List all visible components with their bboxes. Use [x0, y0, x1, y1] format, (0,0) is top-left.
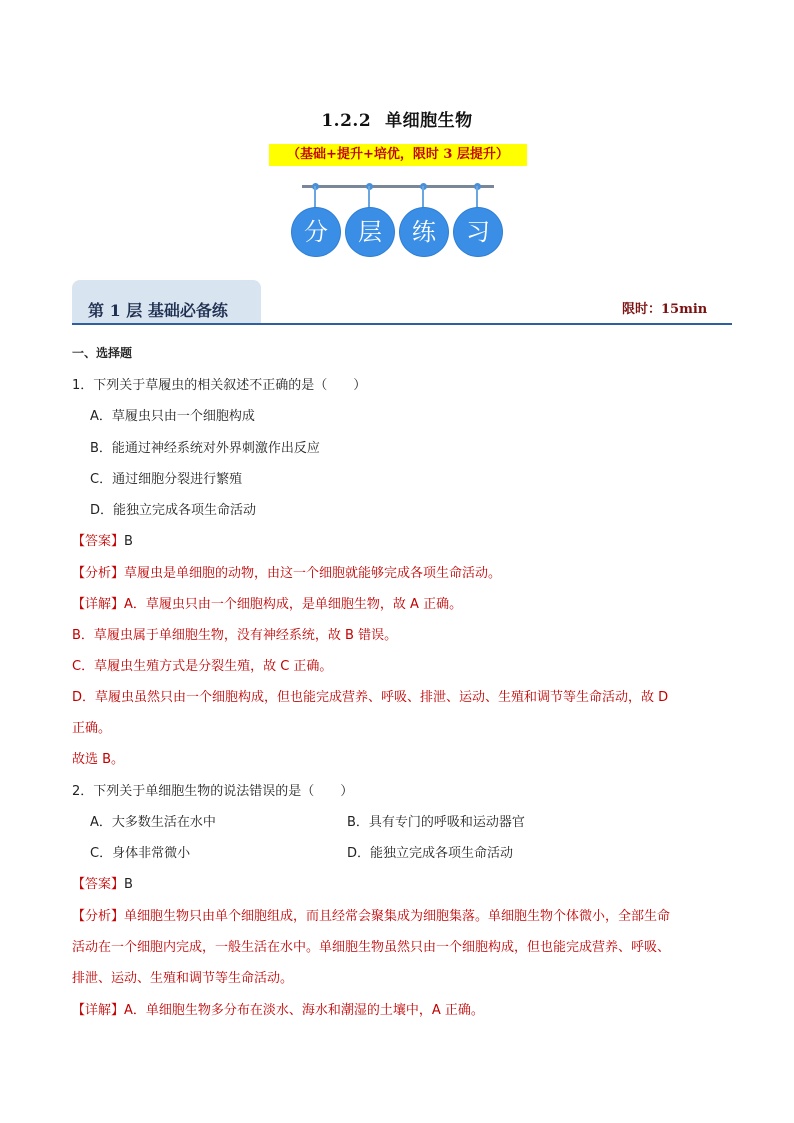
- divider-rule: [72, 323, 732, 325]
- q1-answer: [72, 530, 133, 549]
- section-number: 1.2.2: [321, 111, 372, 131]
- badge-ceng: 层: [346, 208, 394, 256]
- detail-tag: 【详解】: [72, 597, 125, 612]
- level-tab: [72, 280, 261, 324]
- answer-value: B: [124, 877, 133, 892]
- q2-analysis-cont-2: 排泄、运动、生殖和调节等生命活动。: [72, 971, 294, 986]
- q1-detail-a: [72, 593, 462, 612]
- q2-answer: [72, 873, 133, 892]
- answer-tag: 【答案】: [72, 877, 125, 892]
- q2-option-c: C．身体非常微小: [90, 846, 191, 861]
- q1-detail-c: C．草履虫生殖方式是分裂生殖，故 C 正确。: [72, 659, 333, 674]
- badge-xi: 习: [454, 208, 502, 256]
- badge-rail: [302, 185, 494, 188]
- answer-value: B: [124, 534, 133, 549]
- q2-stem: 2．下列关于单细胞生物的说法错误的是（ ）: [72, 784, 354, 799]
- analysis-tag: 【分析】: [72, 909, 125, 924]
- page-title: [0, 106, 794, 131]
- detail-text: A．单细胞生物多分布在淡水、海水和潮湿的土壤中，A 正确。: [124, 1003, 484, 1018]
- q1-detail-d: D．草履虫虽然只由一个细胞构成，但也能完成营养、呼吸、排泄、运动、生殖和调节等生命活动，故 D: [72, 690, 669, 705]
- q1-analysis: [72, 562, 501, 581]
- q1-conclusion: 故选 B。: [72, 752, 125, 767]
- q1-option-c: C．通过细胞分裂进行繁殖: [90, 472, 243, 487]
- q2-analysis-cont-1: 活动在一个细胞内完成，一般生活在水中。单细胞生物虽然只由一个细胞构成，但也能完成营养、呼吸、: [72, 940, 671, 955]
- q1-option-a: A．草履虫只由一个细胞构成: [90, 409, 255, 424]
- detail-text: A．草履虫只由一个细胞构成，是单细胞生物，故 A 正确。: [124, 597, 463, 612]
- q2-option-a: A．大多数生活在水中: [90, 815, 216, 830]
- analysis-text: 单细胞生物只由单个细胞组成，而且经常会聚集成为细胞集落。单细胞生物个体微小，全部生命: [124, 909, 671, 924]
- q2-option-d: D．能独立完成各项生命活动: [347, 846, 514, 861]
- level-tab-label: 第 1 层 基础必备练: [88, 301, 228, 320]
- q1-option-d: D．能独立完成各项生命活动: [90, 503, 257, 518]
- q2-detail-a: [72, 999, 484, 1018]
- analysis-text: 草履虫是单细胞的动物，由这一个细胞就能够完成各项生命活动。: [124, 566, 502, 581]
- section-heading: 一、选择题: [72, 346, 133, 360]
- q1-option-b: B．能通过神经系统对外界刺激作出反应: [90, 441, 320, 456]
- lesson-title: 单细胞生物: [385, 111, 473, 131]
- detail-tag: 【详解】: [72, 1003, 125, 1018]
- answer-tag: 【答案】: [72, 534, 125, 549]
- badge-fen: 分: [292, 208, 340, 256]
- badge-lian: 练: [400, 208, 448, 256]
- time-limit: 限时：15min: [622, 302, 708, 317]
- q2-analysis: [72, 905, 670, 924]
- subtitle-banner: （基础+提升+培优，限时 3 层提升）: [269, 144, 527, 166]
- q1-detail-d-cont: 正确。: [72, 721, 112, 736]
- q1-stem: 1．下列关于草履虫的相关叙述不正确的是（ ）: [72, 378, 367, 393]
- q1-detail-b: B．草履虫属于单细胞生物，没有神经系统，故 B 错误。: [72, 628, 398, 643]
- q2-option-b: B．具有专门的呼吸和运动器官: [347, 815, 525, 830]
- analysis-tag: 【分析】: [72, 566, 125, 581]
